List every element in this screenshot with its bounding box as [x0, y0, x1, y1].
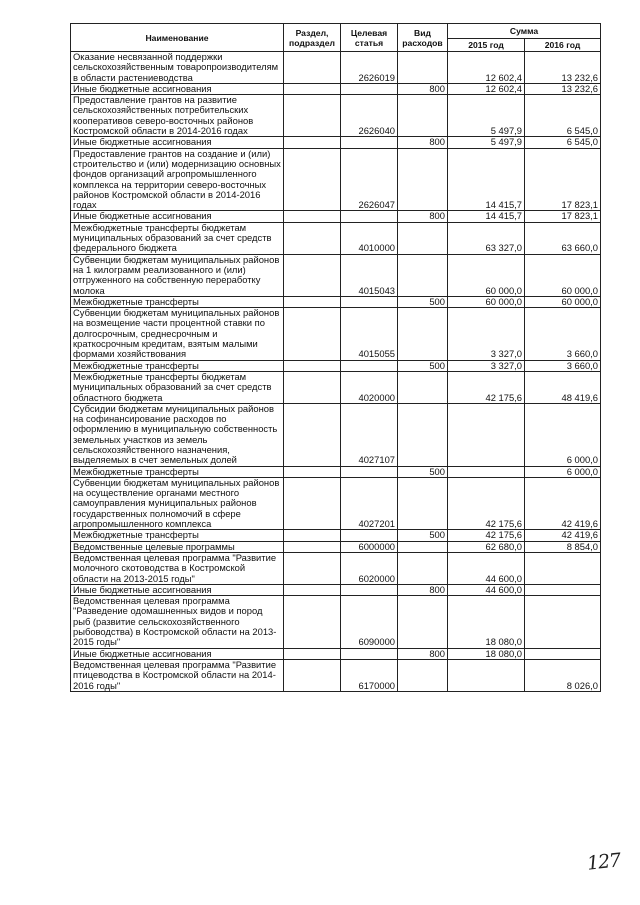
row-name-cell: Межбюджетные трансферты — [71, 360, 284, 371]
row-section-cell — [284, 222, 341, 254]
row-name-cell: Субвенции бюджетам муниципальных районов на возмещение части процентной ставки по долгосрочным, среднесрочным и краткосрочным кредитам, взятым малыми формами хозяйствования — [71, 308, 284, 360]
row-section-cell — [284, 541, 341, 552]
row-2016-cell: 6 545,0 — [525, 137, 601, 148]
row-target-cell: 2626040 — [341, 95, 398, 137]
row-name-cell: Субвенции бюджетам муниципальных районов на осуществление органами местного самоуправления муниципальных районов государственных полномочий в сфере агропромышленного комплекса — [71, 477, 284, 529]
budget-table — [70, 23, 601, 692]
row-target-cell — [341, 584, 398, 595]
table-row — [71, 477, 601, 529]
row-name-cell: Иные бюджетные ассигнования — [71, 137, 284, 148]
row-target-cell — [341, 211, 398, 222]
row-section-cell — [284, 596, 341, 648]
row-kind-cell — [398, 148, 448, 211]
row-section-cell — [284, 648, 341, 659]
table-row — [71, 254, 601, 296]
row-2015-cell: 18 080,0 — [448, 648, 525, 659]
row-kind-cell: 800 — [398, 648, 448, 659]
row-name-cell: Ведомственная целевая программа "Разведение одомашненных видов и пород рыб (развитие сельскохозяйственного рыбоводства) в Костромской области на 2013-2015 годы" — [71, 596, 284, 648]
row-name-cell: Межбюджетные трансферты — [71, 466, 284, 477]
row-target-cell: 6020000 — [341, 552, 398, 584]
row-name-cell: Ведомственная целевая программа "Развитие птицеводства в Костромской области на 2014-2016 годы" — [71, 659, 284, 691]
row-2016-cell: 3 660,0 — [525, 360, 601, 371]
row-kind-cell — [398, 254, 448, 296]
row-2015-cell: 12 602,4 — [448, 52, 525, 84]
row-target-cell — [341, 137, 398, 148]
row-name-cell: Иные бюджетные ассигнования — [71, 584, 284, 595]
row-2016-cell — [525, 552, 601, 584]
row-kind-cell: 500 — [398, 466, 448, 477]
table-row — [71, 148, 601, 211]
row-target-cell: 6090000 — [341, 596, 398, 648]
row-target-cell — [341, 296, 398, 307]
table-row — [71, 530, 601, 541]
row-target-cell: 6170000 — [341, 659, 398, 691]
row-target-cell: 4010000 — [341, 222, 398, 254]
row-2015-cell: 63 327,0 — [448, 222, 525, 254]
row-target-cell: 4015043 — [341, 254, 398, 296]
header-name: Наименование — [71, 24, 284, 52]
row-2016-cell — [525, 596, 601, 648]
row-section-cell — [284, 371, 341, 403]
row-2015-cell: 44 600,0 — [448, 552, 525, 584]
row-2015-cell — [448, 659, 525, 691]
row-target-cell — [341, 530, 398, 541]
row-name-cell: Оказание несвязанной поддержки сельскохозяйственным товаропроизводителям в области растениеводства — [71, 52, 284, 84]
row-name-cell: Иные бюджетные ассигнования — [71, 83, 284, 94]
row-kind-cell — [398, 371, 448, 403]
row-2015-cell: 14 415,7 — [448, 211, 525, 222]
table-header — [71, 24, 601, 52]
row-target-cell: 4027201 — [341, 477, 398, 529]
table-row — [71, 308, 601, 360]
row-2016-cell: 60 000,0 — [525, 254, 601, 296]
table-body — [71, 52, 601, 692]
table-row — [71, 403, 601, 466]
row-section-cell — [284, 584, 341, 595]
table-row — [71, 222, 601, 254]
row-target-cell — [341, 648, 398, 659]
table-row — [71, 584, 601, 595]
row-name-cell: Ведомственные целевые программы — [71, 541, 284, 552]
row-kind-cell — [398, 308, 448, 360]
table-row — [71, 296, 601, 307]
table-row — [71, 659, 601, 691]
row-name-cell: Иные бюджетные ассигнования — [71, 211, 284, 222]
header-year-2015: 2015 год — [448, 39, 525, 52]
row-name-cell: Межбюджетные трансферты бюджетам муниципальных образований за счет средств федерального бюджета — [71, 222, 284, 254]
row-2015-cell: 18 080,0 — [448, 596, 525, 648]
row-2015-cell — [448, 466, 525, 477]
row-kind-cell — [398, 52, 448, 84]
row-2016-cell: 13 232,6 — [525, 83, 601, 94]
row-section-cell — [284, 403, 341, 466]
row-2016-cell: 8 854,0 — [525, 541, 601, 552]
row-section-cell — [284, 466, 341, 477]
row-name-cell: Ведомственная целевая программа "Развитие молочного скотоводства в Костромской области на 2013-2015 годы" — [71, 552, 284, 584]
row-2016-cell: 6 000,0 — [525, 466, 601, 477]
row-kind-cell — [398, 95, 448, 137]
row-section-cell — [284, 360, 341, 371]
row-2016-cell: 60 000,0 — [525, 296, 601, 307]
row-section-cell — [284, 148, 341, 211]
row-kind-cell — [398, 477, 448, 529]
row-kind-cell — [398, 222, 448, 254]
row-name-cell: Субвенции бюджетам муниципальных районов на 1 килограмм реализованного и (или) отгруженного на собственную переработку молока — [71, 254, 284, 296]
row-2016-cell: 6 000,0 — [525, 403, 601, 466]
row-2015-cell: 5 497,9 — [448, 95, 525, 137]
row-2015-cell: 42 175,6 — [448, 530, 525, 541]
row-section-cell — [284, 254, 341, 296]
row-target-cell: 2626047 — [341, 148, 398, 211]
table-row — [71, 360, 601, 371]
row-section-cell — [284, 52, 341, 84]
row-2015-cell: 44 600,0 — [448, 584, 525, 595]
row-2016-cell: 13 232,6 — [525, 52, 601, 84]
row-kind-cell: 800 — [398, 211, 448, 222]
row-2015-cell: 60 000,0 — [448, 296, 525, 307]
row-2016-cell: 17 823,1 — [525, 148, 601, 211]
row-2016-cell: 3 660,0 — [525, 308, 601, 360]
row-section-cell — [284, 296, 341, 307]
row-kind-cell — [398, 403, 448, 466]
row-kind-cell — [398, 552, 448, 584]
row-kind-cell — [398, 596, 448, 648]
row-name-cell: Предоставление грантов на создание и (или) строительство и (или) модернизацию основных фондов организаций агропромышленного комплекса на территории северо-восточных районов Костромской области в 2014-2016 годах — [71, 148, 284, 211]
row-section-cell — [284, 83, 341, 94]
table-row — [71, 95, 601, 137]
header-year-2016: 2016 год — [525, 39, 601, 52]
table-row — [71, 596, 601, 648]
row-2015-cell: 3 327,0 — [448, 360, 525, 371]
header-sum: Сумма — [448, 24, 601, 39]
row-section-cell — [284, 211, 341, 222]
row-2016-cell: 42 419,6 — [525, 477, 601, 529]
table-row — [71, 137, 601, 148]
row-section-cell — [284, 137, 341, 148]
row-kind-cell: 800 — [398, 584, 448, 595]
row-name-cell: Межбюджетные трансферты — [71, 296, 284, 307]
row-2016-cell: 8 026,0 — [525, 659, 601, 691]
row-target-cell — [341, 83, 398, 94]
row-2016-cell: 42 419,6 — [525, 530, 601, 541]
table-row — [71, 371, 601, 403]
page-number: 127 — [585, 849, 622, 875]
header-section: Раздел, подраздел — [284, 24, 341, 52]
row-kind-cell: 500 — [398, 360, 448, 371]
table-row — [71, 541, 601, 552]
row-section-cell — [284, 552, 341, 584]
row-kind-cell: 800 — [398, 83, 448, 94]
row-target-cell — [341, 466, 398, 477]
row-target-cell: 4020000 — [341, 371, 398, 403]
row-section-cell — [284, 530, 341, 541]
row-target-cell: 4027107 — [341, 403, 398, 466]
row-2015-cell: 42 175,6 — [448, 477, 525, 529]
table-row — [71, 83, 601, 94]
header-kind: Вид расходов — [398, 24, 448, 52]
row-2016-cell: 17 823,1 — [525, 211, 601, 222]
row-section-cell — [284, 95, 341, 137]
row-2015-cell: 3 327,0 — [448, 308, 525, 360]
row-2015-cell: 12 602,4 — [448, 83, 525, 94]
row-2016-cell: 48 419,6 — [525, 371, 601, 403]
row-name-cell: Межбюджетные трансферты — [71, 530, 284, 541]
table-row — [71, 52, 601, 84]
row-kind-cell: 500 — [398, 296, 448, 307]
row-2015-cell: 42 175,6 — [448, 371, 525, 403]
row-2016-cell — [525, 584, 601, 595]
row-target-cell: 4015055 — [341, 308, 398, 360]
row-kind-cell: 500 — [398, 530, 448, 541]
table-row — [71, 466, 601, 477]
row-kind-cell — [398, 541, 448, 552]
row-2015-cell: 14 415,7 — [448, 148, 525, 211]
row-2015-cell — [448, 403, 525, 466]
row-name-cell: Субсидии бюджетам муниципальных районов на софинансирование расходов по оформлению в муниципальную собственность земельных участков из земель сельскохозяйственного назначения, выделяемых в счет земельных долей — [71, 403, 284, 466]
row-2016-cell — [525, 648, 601, 659]
table-row — [71, 552, 601, 584]
row-name-cell: Иные бюджетные ассигнования — [71, 648, 284, 659]
row-kind-cell — [398, 659, 448, 691]
row-section-cell — [284, 308, 341, 360]
row-target-cell — [341, 360, 398, 371]
row-2016-cell: 6 545,0 — [525, 95, 601, 137]
row-2015-cell: 60 000,0 — [448, 254, 525, 296]
row-target-cell: 6000000 — [341, 541, 398, 552]
header-target: Целевая статья — [341, 24, 398, 52]
row-section-cell — [284, 477, 341, 529]
row-kind-cell: 800 — [398, 137, 448, 148]
row-target-cell: 2626019 — [341, 52, 398, 84]
table-row — [71, 211, 601, 222]
row-2015-cell: 5 497,9 — [448, 137, 525, 148]
row-2015-cell: 62 680,0 — [448, 541, 525, 552]
row-name-cell: Предоставление грантов на развитие сельскохозяйственных потребительских кооперативов северо-восточных районов Костромской области в 2014-2016 годах — [71, 95, 284, 137]
row-2016-cell: 63 660,0 — [525, 222, 601, 254]
table-row — [71, 648, 601, 659]
row-section-cell — [284, 659, 341, 691]
row-name-cell: Межбюджетные трансферты бюджетам муниципальных образований за счет средств областного бюджета — [71, 371, 284, 403]
